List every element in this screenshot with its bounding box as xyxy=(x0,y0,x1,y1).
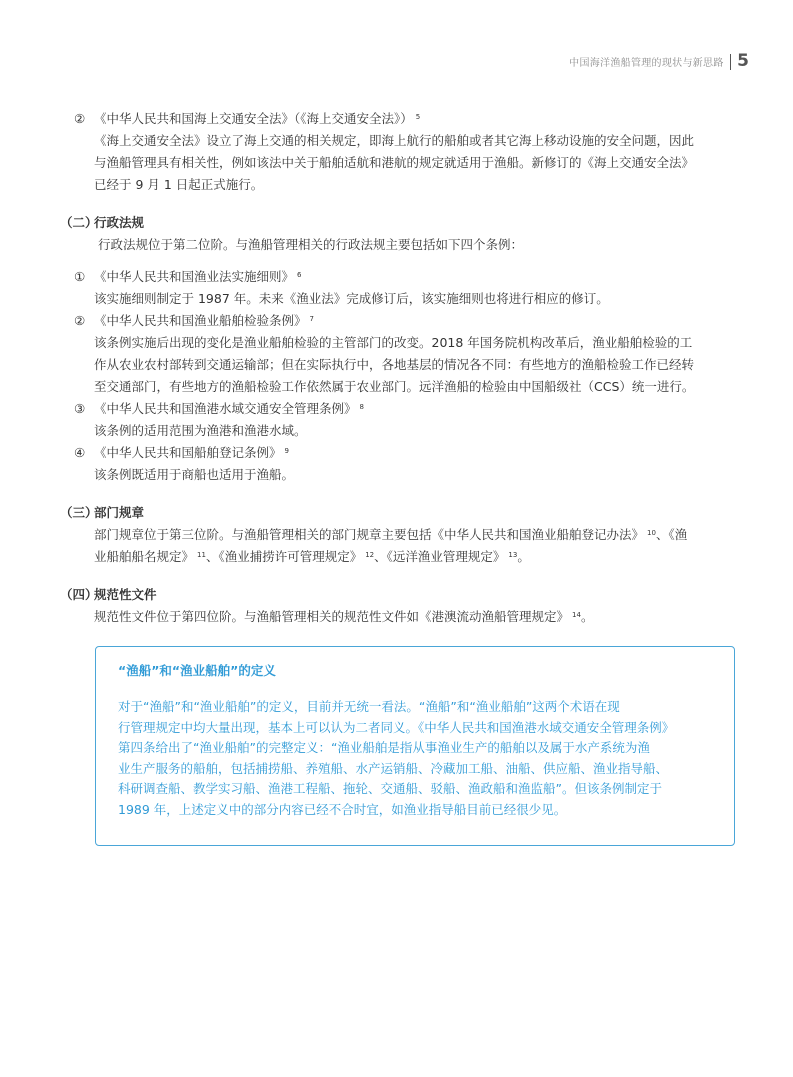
running-title: 中国海洋渔船管理的现状与新思路 xyxy=(569,58,724,69)
item-title: 《中华人民共和国渔业法实施细则》 xyxy=(94,269,295,284)
item-number: ② xyxy=(74,111,86,126)
item-title: 《中华人民共和国海上交通安全法》（《海上交通安全法》） xyxy=(94,111,413,126)
section-number: （四） xyxy=(60,587,98,602)
callout-line: 科研调查船、教学实习船、渔港工程船、拖轮、交通船、驳船、渔政船和渔监船”。但该条例制定于 xyxy=(118,781,662,796)
text-run: 业船舶船名规定》 xyxy=(94,549,195,564)
item-number: ③ xyxy=(74,401,86,416)
footnote-ref: 14 xyxy=(572,611,581,619)
item-number: ④ xyxy=(74,445,86,460)
footnote-ref: 8 xyxy=(359,403,364,411)
section-title: 部门规章 xyxy=(94,505,145,520)
text-run: 、《渔业捕捞许可管理规定》 xyxy=(205,549,363,564)
paragraph-line xyxy=(60,524,740,546)
item-title: 《中华人民共和国渔业船舶检验条例》 xyxy=(94,313,307,328)
section-heading xyxy=(60,584,740,606)
page-number: 5 xyxy=(737,51,749,71)
item-number: ② xyxy=(74,313,86,328)
section-number: （二） xyxy=(60,215,98,230)
paragraph-line: 该实施细则制定于 1987 年。未来《渔业法》完成修订后，该实施细则也将进行相应的修订。 xyxy=(94,291,609,306)
main-content xyxy=(60,108,740,628)
footnote-ref: 5 xyxy=(415,113,421,121)
footnote-ref: 7 xyxy=(309,315,314,323)
paragraph-line: 该条例实施后出现的变化是渔业船舶检验的主管部门的改变。2018 年国务院机构改革后，渔业船舶检验的工 xyxy=(94,335,693,350)
text-run: 部门规章位于第三位阶。与渔船管理相关的部门规章主要包括《中华人民共和国渔业船舶登记办法》 xyxy=(94,527,645,542)
text-run: 、《渔 xyxy=(655,527,688,542)
item-heading xyxy=(60,398,740,420)
text-run: 。 xyxy=(580,609,594,624)
item-number: ① xyxy=(74,269,86,284)
section-number: （三） xyxy=(60,505,98,520)
paragraph-line: 至交通部门，有些地方的渔船检验工作依然属于农业部门。远洋渔船的检验由中国船级社（CCS）统一进行。 xyxy=(94,379,695,394)
callout-line: 第四条给出了“渔业船舶”的完整定义：“渔业船舶是指从事渔业生产的船舶以及属于水产系统为渔 xyxy=(118,740,650,755)
item-heading xyxy=(60,442,740,464)
paragraph-line: 已经于 9 月 1 日起正式施行。 xyxy=(94,177,264,192)
item-title: 《中华人民共和国渔港水域交通安全管理条例》 xyxy=(94,401,357,416)
header-divider xyxy=(730,54,732,70)
footnote-ref: 6 xyxy=(297,271,302,279)
footnote-ref: 11 xyxy=(197,551,206,559)
section-title: 行政法规 xyxy=(94,215,145,230)
paragraph-line xyxy=(60,606,740,628)
footnote-ref: 12 xyxy=(365,551,375,559)
paragraph-line: 该条例既适用于商船也适用于渔船。 xyxy=(94,467,295,482)
section-title: 规范性文件 xyxy=(94,587,157,602)
text-run: 规范性文件位于第四位阶。与渔船管理相关的规范性文件如《港澳流动渔船管理规定》 xyxy=(94,609,570,624)
section-intro: 行政法规位于第二位阶。与渔船管理相关的行政法规主要包括如下四个条例： xyxy=(98,237,524,252)
callout-line: 行管理规定中均大量出现，基本上可以认为二者同义。《中华人民共和国渔港水域交通安全管理条例》 xyxy=(118,719,675,735)
text-run: 、《远洋渔业管理规定》 xyxy=(374,549,506,564)
page-header xyxy=(569,53,749,70)
footnote-ref: 10 xyxy=(647,529,656,537)
item-heading xyxy=(60,266,740,288)
paragraph-line: 《海上交通安全法》设立了海上交通的相关规定，即海上航行的船舶或者其它海上移动设施的安全问题，因此 xyxy=(94,133,695,148)
callout-line: 1989 年，上述定义中的部分内容已经不合时宜，如渔业指导船目前已经很少见。 xyxy=(118,801,567,817)
definition-callout xyxy=(95,646,735,846)
section-heading xyxy=(60,502,740,524)
footnote-ref: 13 xyxy=(508,551,518,559)
footnote-ref: 9 xyxy=(284,447,289,455)
item-heading xyxy=(60,310,740,332)
item-heading xyxy=(60,108,740,130)
callout-line: 业生产服务的船舶，包括捕捞船、养殖船、水产运销船、冷藏加工船、油船、供应船、渔业指导船、 xyxy=(118,760,669,776)
paragraph-line: 作从农业农村部转到交通运输部；但在实际执行中，各地基层的情况各不同：有些地方的渔船检验工作已经转 xyxy=(94,357,695,372)
callout-title: “渔船”和“渔业船舶”的定义 xyxy=(118,663,276,678)
paragraph-line xyxy=(60,546,740,568)
callout-line: 对于“渔船”和“渔业船舶”的定义，目前并无统一看法。“渔船”和“渔业船舶”这两个术语在现 xyxy=(118,699,620,714)
item-title: 《中华人民共和国船舶登记条例》 xyxy=(94,445,282,460)
paragraph-line: 该条例的适用范围为渔港和渔港水域。 xyxy=(94,423,307,438)
text-run: 。 xyxy=(517,549,530,564)
section-heading xyxy=(60,212,740,234)
paragraph-line: 与渔船管理具有相关性，例如该法中关于船舶适航和港航的规定就适用于渔船。新修订的《海上交通安全法》 xyxy=(94,155,695,170)
